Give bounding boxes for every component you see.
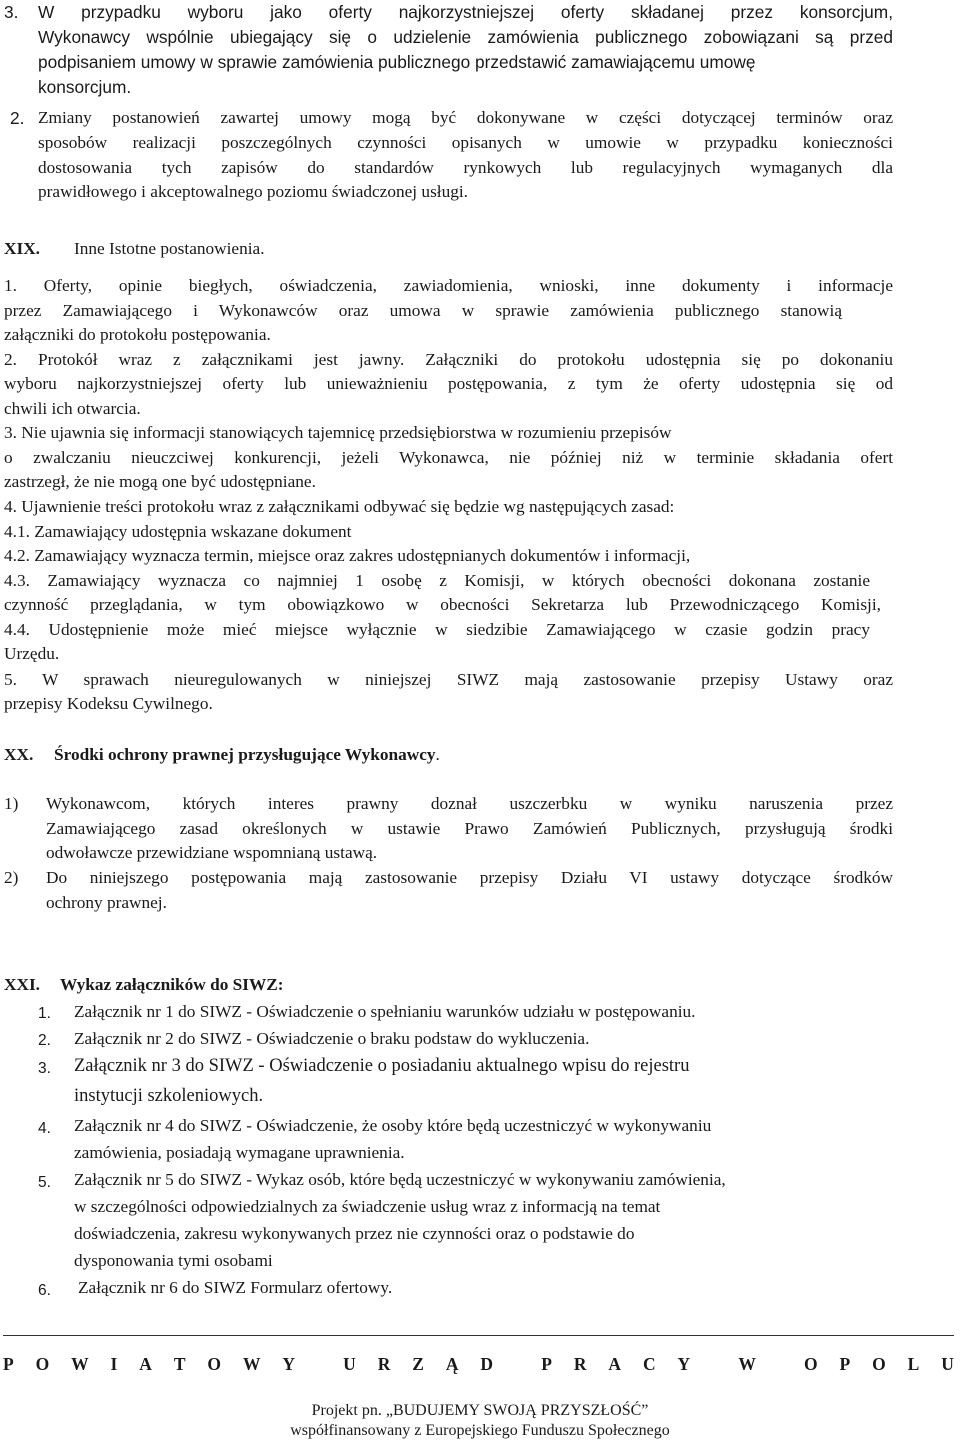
xx-item-1-line-2: Zamawiającego zasad określonych w ustawie Prawo Zamówień Publicznych, przysługują środki xyxy=(46,819,893,838)
xxi-item-1-number: 1. xyxy=(38,1005,51,1022)
xix-line-7: 3. Nie ujawnia się informacji stanowiących tajemnicę przedsiębiorstwa w rozumieniu przepisów xyxy=(4,423,672,442)
xx-item-1-line-3: odwoławcze przewidziane wspomnianą ustawą. xyxy=(46,843,378,862)
footer-org-letter: O xyxy=(207,1354,222,1374)
xix-line-16: Urzędu. xyxy=(4,644,60,663)
footer-org-letter: W xyxy=(71,1354,89,1374)
footer-org-letter: W xyxy=(738,1354,756,1374)
xxi-item-6-number: 6. xyxy=(38,1282,51,1299)
xix-line-11: 4.1. Zamawiający udostępnia wskazane dokument xyxy=(4,522,352,541)
item-2-line-2: sposobów realizacji poszczególnych czynności opisanych w umowie w przypadku konieczności xyxy=(38,133,893,152)
footer-org-letter: R xyxy=(573,1354,587,1374)
xxi-item-1-line-1: Załącznik nr 1 do SIWZ - Oświadczenie o spełnianiu warunków udziału w postępowaniu. xyxy=(74,1002,696,1021)
xix-line-5: wyboru najkorzystniejszej oferty lub unieważnieniu postępowania, z tym że oferty udostępnia się od xyxy=(4,374,893,393)
footer-org-letter: U xyxy=(343,1354,356,1374)
xxi-item-4-line-1: Załącznik nr 4 do SIWZ - Oświadczenie, że osoby które będą uczestniczyć w wykonywaniu xyxy=(74,1116,712,1135)
xxi-item-5-line-2: w szczególności odpowiedzialnych za świadczenie usług wraz z informacją na temat xyxy=(74,1197,661,1216)
footer-org-letter: R xyxy=(377,1354,391,1374)
xix-line-9: zastrzegł, że nie mogą one być udostępniane. xyxy=(4,472,316,491)
xxi-item-5-line-3: doświadczenia, zakresu wykonywanych przez nie czynności oraz o podstawie do xyxy=(74,1224,635,1243)
footer-org-letter: P xyxy=(3,1354,14,1374)
section-xx-heading xyxy=(54,743,440,767)
section-xxi-title: Wykaz załączników do SIWZ: xyxy=(60,975,284,994)
footer-org-letter: C xyxy=(642,1354,656,1374)
footer-org-letter: O xyxy=(804,1354,818,1374)
item-3-number: 3. xyxy=(4,2,19,22)
footer-org-letter: P xyxy=(541,1354,552,1374)
xxi-item-6-line-1: Załącznik nr 6 do SIWZ Formularz ofertowy. xyxy=(78,1278,393,1297)
footer-org-letter: I xyxy=(110,1354,118,1374)
footer-project-line: Projekt pn. „BUDUJEMY SWOJĄ PRZYSZŁOŚĆ” xyxy=(311,1402,649,1419)
section-xx-number: XX. xyxy=(4,745,34,764)
item-2-number: 2. xyxy=(10,108,25,128)
item-3-line-2: Wykonawcy wspólnie ubiegający się o udzielenie zamówienia publicznego zobowiązani są przed xyxy=(38,27,893,47)
xxi-item-5-line-4: dysponowania tymi osobami xyxy=(74,1251,273,1270)
xx-item-1-number: 1) xyxy=(4,794,19,813)
xix-line-1: 1. Oferty, opinie biegłych, oświadczenia, zawiadomienia, wnioski, inne dokumenty i informacje xyxy=(4,276,893,295)
xxi-item-2-line-1: Załącznik nr 2 do SIWZ - Oświadczenie o braku podstaw do wykluczenia. xyxy=(74,1029,590,1048)
xix-line-14: czynność przeglądania, w tym obowiązkowo w obecności Sekretarza lub Przewodniczącego Komisji, xyxy=(4,595,881,614)
footer-org-letter xyxy=(778,1352,782,1374)
xxi-item-3-line-1: Załącznik nr 3 do SIWZ - Oświadczenie o posiadaniu aktualnego wpisu do rejestru xyxy=(74,1056,690,1076)
section-xx-title-end: . xyxy=(435,745,440,764)
xxi-item-4-line-2: zamówienia, posiadają wymagane uprawnienia. xyxy=(74,1143,405,1162)
xix-line-8: o zwalczaniu nieuczciwej konkurencji, jeżeli Wykonawca, nie później niż w terminie składania ofert xyxy=(4,448,893,467)
xix-line-18: przepisy Kodeksu Cywilnego. xyxy=(4,694,213,713)
footer-org-name xyxy=(3,1352,954,1374)
footer-org-letter: A xyxy=(139,1354,152,1374)
footer-org-letter: U xyxy=(941,1354,954,1374)
footer-org-letter: W xyxy=(242,1354,261,1374)
footer-org-letter: D xyxy=(480,1354,494,1374)
item-3-line-4: konsorcjum. xyxy=(38,77,132,97)
footer-org-letter: O xyxy=(872,1354,886,1374)
footer-org-letter xyxy=(515,1352,519,1374)
footer-org-letter: L xyxy=(907,1354,920,1374)
xix-line-12: 4.2. Zamawiający wyznacza termin, miejsce oraz zakres udostępnianych dokumentów i informacji, xyxy=(4,546,691,565)
xx-item-2-line-2: ochrony prawnej. xyxy=(46,893,167,912)
xix-line-2: przez Zamawiającego i Wykonawców oraz umowa w sprawie zamówienia publicznego stanowią xyxy=(4,301,842,320)
xix-line-17: 5. W sprawach nieuregulowanych w niniejszej SIWZ mają zastosowanie przepisy Ustawy oraz xyxy=(4,670,893,689)
item-2-line-3: dostosowania tych zapisów do standardów rynkowych lub regulacyjnych wymaganych dla xyxy=(38,158,893,177)
section-xx-title: Środki ochrony prawnej przysługujące Wykonawcy xyxy=(54,745,436,764)
item-3-line-3: podpisaniem umowy w sprawie zamówienia publicznego przedstawić zamawiającemu umowę xyxy=(38,52,756,72)
footer-org-letter: T xyxy=(173,1354,186,1374)
section-xxi-number: XXI. xyxy=(4,975,41,994)
footer-org-letter: Ą xyxy=(445,1354,459,1374)
item-2-line-4: prawidłowego i akceptowalnego poziomu świadczonej usługi. xyxy=(38,182,468,201)
xix-line-15: 4.4. Udostępnienie może mieć miejsce wyłącznie w siedzibie Zamawiającego w czasie godzin pracy xyxy=(4,620,870,639)
xxi-item-2-number: 2. xyxy=(38,1032,51,1049)
xix-line-3: załączniki do protokołu postępowania. xyxy=(4,325,271,344)
xxi-item-5-line-1: Załącznik nr 5 do SIWZ - Wykaz osób, które będą uczestniczyć w wykonywaniu zamówienia, xyxy=(74,1170,726,1189)
xix-line-6: chwili ich otwarcia. xyxy=(4,399,141,418)
xix-line-4: 2. Protokół wraz z załącznikami jest jawny. Załączniki do protokołu udostępnia się po dokonaniu xyxy=(4,350,893,369)
xxi-item-3-number: 3. xyxy=(38,1060,51,1077)
xx-item-2-number: 2) xyxy=(4,868,19,887)
footer-org-letter: A xyxy=(608,1354,622,1374)
item-3-line-1: W przypadku wyboru jako oferty najkorzystniejszej oferty składanej przez konsorcjum, xyxy=(38,2,893,22)
section-xix-number: XIX. xyxy=(4,239,41,258)
footer-org-letter xyxy=(317,1352,321,1374)
footer-org-letter: P xyxy=(839,1354,851,1374)
footer-org-letter: Y xyxy=(282,1354,295,1374)
footer-org-letter: Y xyxy=(677,1354,691,1374)
xix-line-13: 4.3. Zamawiający wyznacza co najmniej 1 osobę z Komisji, w których obecności dokonana zostanie xyxy=(4,571,870,590)
item-2-line-1: Zmiany postanowień zawartej umowy mogą być dokonywane w części dotyczącej terminów oraz xyxy=(38,108,893,127)
xx-item-2-line-1: Do niniejszego postępowania mają zastosowanie przepisy Działu VI ustawy dotyczące środków xyxy=(46,868,893,887)
footer-org-letter xyxy=(712,1352,716,1374)
xxi-item-5-number: 5. xyxy=(38,1174,51,1191)
footer-rule xyxy=(3,1335,954,1336)
xix-line-10: 4. Ujawnienie treści protokołu wraz z załącznikami odbywać się będzie wg następujących zasad: xyxy=(4,497,675,516)
footer-org-letter: O xyxy=(35,1354,50,1374)
footer-org-letter: Z xyxy=(412,1354,424,1374)
footer-funding-line: współfinansowany z Europejskiego Funduszu Społecznego xyxy=(290,1422,670,1439)
xxi-item-3-line-2: instytucji szkoleniowych. xyxy=(74,1086,264,1106)
section-xix-title: Inne Istotne postanowienia. xyxy=(74,239,265,258)
xx-item-1-line-1: Wykonawcom, których interes prawny doznał uszczerbku w wyniku naruszenia przez xyxy=(46,794,893,813)
xxi-item-4-number: 4. xyxy=(38,1120,51,1137)
